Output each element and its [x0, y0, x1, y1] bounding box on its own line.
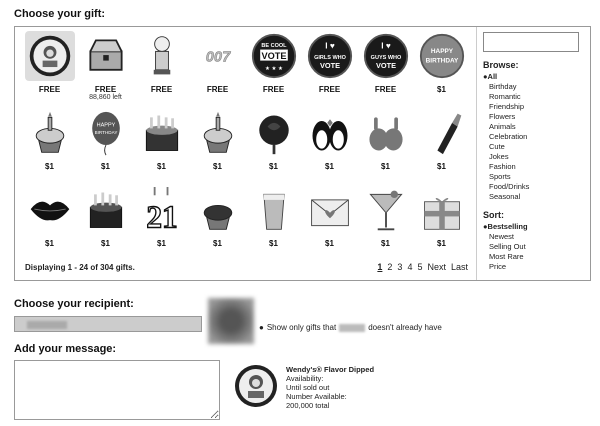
sort-label: Price: [489, 262, 507, 271]
gift-sidebar: [476, 27, 590, 280]
sort-item[interactable]: [483, 252, 584, 262]
gift-item[interactable]: [191, 31, 244, 108]
svg-text:VOTE: VOTE: [260, 50, 287, 61]
page-link[interactable]: 3: [397, 262, 403, 272]
gift-price: $1: [381, 162, 390, 171]
girls-vote-button-icon: [305, 31, 355, 81]
svg-text:VOTE: VOTE: [319, 60, 340, 70]
browse-label: Jokes: [489, 152, 509, 161]
gift-item[interactable]: [23, 31, 76, 108]
recipient-input[interactable]: [14, 316, 202, 332]
svg-text:HAPPY: HAPPY: [96, 122, 115, 129]
gift-price: FREE: [374, 85, 397, 94]
gift-item[interactable]: [191, 185, 244, 262]
gift-price: $1: [213, 239, 222, 248]
browse-item[interactable]: [483, 162, 584, 172]
number-available-label: Number Available:: [286, 392, 347, 401]
gift-price: $1: [269, 239, 278, 248]
browse-item[interactable]: [483, 172, 584, 182]
gift-price: $1: [269, 162, 278, 171]
browse-label: Celebration: [489, 132, 528, 141]
redacted-name: [27, 321, 67, 329]
browse-list: [483, 72, 584, 202]
browse-item[interactable]: [483, 132, 584, 142]
sort-label: Newest: [489, 232, 515, 241]
availability-label: Availability:: [286, 374, 324, 383]
gift-item[interactable]: [247, 185, 300, 262]
page-link[interactable]: 4: [407, 262, 413, 272]
browse-label: Flowers: [489, 112, 516, 121]
gift-item[interactable]: [415, 31, 468, 108]
browse-label: Birthday: [489, 82, 517, 91]
only-gifts-option[interactable]: [259, 323, 442, 332]
recipient-avatar: [208, 298, 254, 344]
gift-item[interactable]: [359, 185, 412, 262]
gift-price: $1: [437, 239, 446, 248]
page-link[interactable]: 2: [387, 262, 393, 272]
gift-price: $1: [437, 162, 446, 171]
champagne-bottle-icon: [417, 108, 467, 158]
gift-item[interactable]: [303, 31, 356, 108]
gift-item[interactable]: [135, 31, 188, 108]
logo-007-icon: [193, 31, 243, 81]
sort-label: Bestselling: [487, 222, 528, 231]
gift-remaining: 88,860 left: [89, 94, 122, 101]
selected-gift-info: [286, 365, 374, 410]
gift-price: FREE: [150, 85, 173, 94]
gift-price: $1: [45, 239, 54, 248]
gift-panel: [14, 26, 591, 281]
gift-price: $1: [45, 162, 54, 171]
svg-text:I ♥: I ♥: [380, 41, 391, 51]
page-link[interactable]: 5: [417, 262, 423, 272]
gift-item[interactable]: [303, 185, 356, 262]
rose-icon: [249, 108, 299, 158]
browse-item[interactable]: [483, 92, 584, 102]
active-bullet-icon: ●: [483, 222, 488, 231]
sort-item[interactable]: [483, 222, 584, 232]
svg-text:GIRLS WHO: GIRLS WHO: [313, 54, 346, 61]
gift-price: FREE: [262, 85, 285, 94]
gift-item[interactable]: [359, 31, 412, 108]
browse-item[interactable]: [483, 72, 584, 82]
gift-item[interactable]: [23, 108, 76, 185]
chocolate-cupcake-icon: [193, 185, 243, 235]
only-gifts-suffix: doesn't already have: [368, 323, 442, 332]
svg-text:★ ★ ★: ★ ★ ★: [264, 65, 283, 72]
vote-button-icon: [249, 31, 299, 81]
selected-gift-name: Wendy's® Flavor Dipped: [286, 365, 375, 374]
gift-item[interactable]: [79, 31, 132, 108]
gift-item[interactable]: [359, 108, 412, 185]
gift-price: FREE: [318, 85, 341, 94]
svg-text:BIRTHDAY: BIRTHDAY: [425, 57, 458, 65]
gift-item[interactable]: [79, 185, 132, 262]
svg-text:007: 007: [205, 49, 230, 66]
wendys-medallion-icon: [25, 31, 75, 81]
browse-label: Friendship: [489, 102, 525, 111]
choose-gift-title: Choose your gift:: [14, 8, 106, 20]
redacted-recipient-name: [339, 324, 365, 332]
sort-item[interactable]: [483, 242, 584, 252]
availability-value: Until sold out: [286, 383, 330, 392]
gift-price: $1: [157, 239, 166, 248]
browse-item[interactable]: [483, 182, 584, 192]
gift-price: FREE: [94, 85, 117, 94]
gift-grid-area: [15, 27, 476, 280]
gift-box-icon: [417, 185, 467, 235]
sort-list: [483, 222, 584, 272]
svg-text:I ♥: I ♥: [324, 41, 335, 51]
svg-text:VOTE: VOTE: [375, 60, 396, 70]
gift-price: $1: [213, 162, 222, 171]
active-bullet-icon: ●: [483, 72, 488, 81]
cake-icon: [137, 108, 187, 158]
chocolate-cake-icon: [81, 185, 131, 235]
gift-price: $1: [157, 162, 166, 171]
add-message-title: Add your message:: [14, 343, 117, 355]
svg-text:BE COOL: BE COOL: [260, 42, 287, 49]
browse-item[interactable]: [483, 152, 584, 162]
browse-item[interactable]: [483, 142, 584, 152]
gift-search-input[interactable]: [483, 32, 579, 52]
pagination: [377, 262, 468, 272]
browse-label: Cute: [489, 142, 505, 151]
gift-item[interactable]: [247, 108, 300, 185]
gift-price: $1: [381, 239, 390, 248]
gift-price: FREE: [206, 85, 229, 94]
gift-item[interactable]: [79, 108, 132, 185]
penguins-icon: [305, 108, 355, 158]
browse-item[interactable]: [483, 112, 584, 122]
cocktail-icon: [361, 185, 411, 235]
sort-label: Most Rare: [489, 252, 524, 261]
message-textarea[interactable]: [14, 360, 220, 420]
gift-price: $1: [101, 162, 110, 171]
birthday-button-icon: [417, 31, 467, 81]
sort-item[interactable]: [483, 262, 584, 272]
choose-recipient-title: Choose your recipient:: [14, 298, 134, 310]
gift-item[interactable]: [135, 185, 188, 262]
gift-item[interactable]: [415, 185, 468, 262]
gift-price: $1: [437, 85, 446, 94]
page-link[interactable]: Next: [427, 262, 446, 272]
gift-price: $1: [325, 239, 334, 248]
only-gifts-prefix: Show only gifts that: [266, 323, 337, 332]
svg-text:21: 21: [145, 199, 178, 233]
sort-item[interactable]: [483, 232, 584, 242]
browse-label: Seasonal: [489, 192, 521, 201]
page-link[interactable]: Last: [450, 262, 468, 272]
treasure-chest-icon: [81, 31, 131, 81]
svg-text:HAPPY: HAPPY: [430, 48, 453, 56]
svg-text:GUYS WHO: GUYS WHO: [370, 54, 401, 61]
gift-item[interactable]: [415, 108, 468, 185]
gift-price: $1: [325, 162, 334, 171]
gift-item[interactable]: [135, 108, 188, 185]
gift-item[interactable]: [191, 108, 244, 185]
beer-glass-icon: [249, 185, 299, 235]
sort-title: Sort:: [483, 210, 504, 220]
gift-item[interactable]: [23, 185, 76, 262]
svg-text:BIRTHDAY: BIRTHDAY: [94, 129, 117, 135]
gift-price: FREE: [38, 85, 61, 94]
number-21-icon: [137, 185, 187, 235]
wendys-medallion-icon: [234, 364, 278, 408]
tiki-figure-icon: [137, 31, 187, 81]
balloon-icon: [81, 108, 131, 158]
radio-bullet-icon[interactable]: ●: [259, 323, 264, 332]
browse-label: Food/Drinks: [489, 182, 530, 191]
browse-label: Fashion: [489, 162, 516, 171]
browse-item[interactable]: [483, 102, 584, 112]
candles-cupcake-icon: [25, 108, 75, 158]
gift-item[interactable]: [247, 31, 300, 108]
gift-item[interactable]: [303, 108, 356, 185]
envelope-icon: [305, 185, 355, 235]
gift-price: $1: [101, 239, 110, 248]
number-available-value: 200,000 total: [286, 401, 330, 410]
sort-label: Selling Out: [489, 242, 526, 251]
displaying-count: Displaying 1 - 24 of 304 gifts.: [25, 263, 135, 272]
browse-item[interactable]: [483, 82, 584, 92]
browse-item[interactable]: [483, 192, 584, 202]
browse-label: All: [487, 72, 498, 81]
browse-label: Animals: [489, 122, 516, 131]
lips-icon: [25, 185, 75, 235]
bunnies-icon: [361, 108, 411, 158]
browse-label: Romantic: [489, 92, 521, 101]
browse-item[interactable]: [483, 122, 584, 132]
gift-grid: [23, 31, 468, 262]
page-link[interactable]: 1: [377, 262, 383, 272]
browse-label: Sports: [489, 172, 511, 181]
browse-title: Browse:: [483, 60, 519, 70]
cupcake-candle-icon: [193, 108, 243, 158]
guys-vote-button-icon: [361, 31, 411, 81]
